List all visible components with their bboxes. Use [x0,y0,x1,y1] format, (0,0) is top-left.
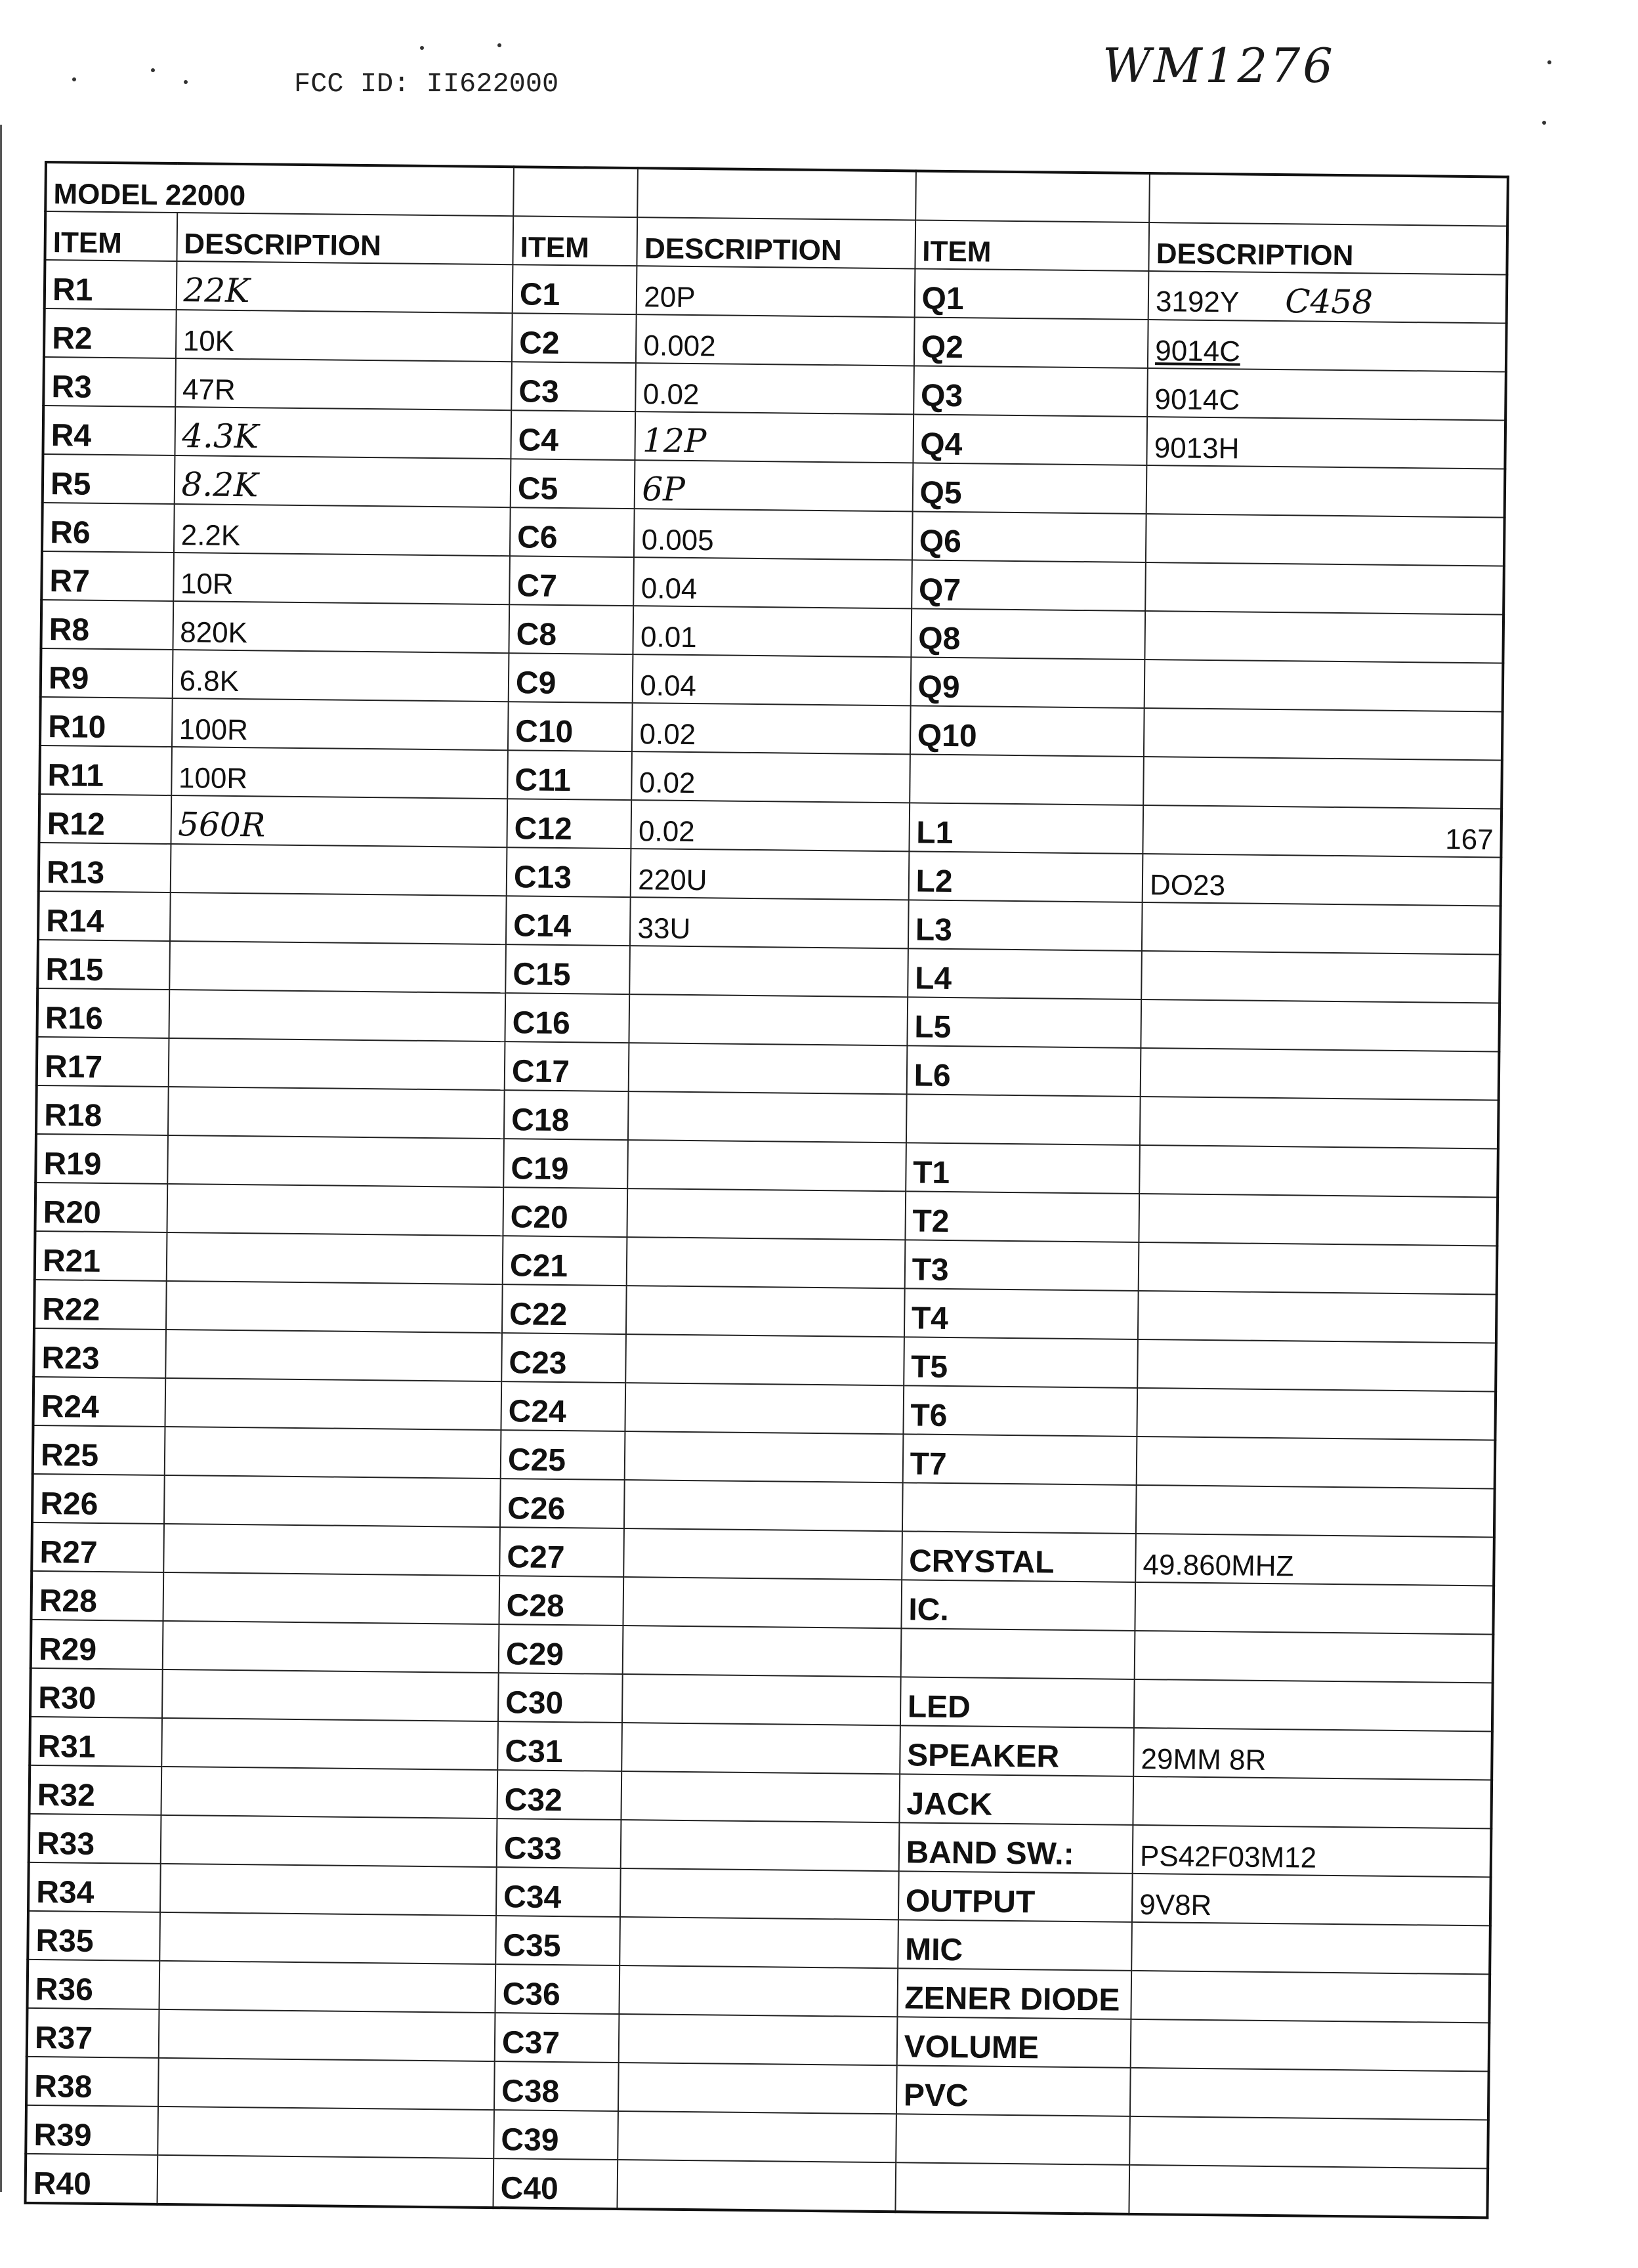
capacitor-item: C36 [495,1964,620,2014]
other-item: T6 [903,1385,1137,1437]
capacitor-description [626,1334,904,1385]
resistor-item: R8 [41,600,173,650]
resistor-description [169,941,506,993]
resistor-item: R11 [39,746,171,795]
capacitor-item: C14 [506,896,631,946]
capacitor-item: C30 [498,1673,623,1723]
resistor-item: R34 [28,1862,160,1912]
other-description [1137,1437,1496,1489]
capacitor-item: C23 [501,1333,626,1383]
capacitor-description [618,2111,896,2162]
resistor-description [167,1135,504,1187]
other-item: T4 [904,1288,1139,1339]
other-item: L4 [908,948,1142,999]
other-description [1131,1922,1490,1975]
resistor-item: R28 [31,1571,163,1621]
other-description [1146,465,1505,518]
scan-edge [0,125,2,2192]
other-description: 3192Y C458 [1148,271,1507,324]
other-item [895,2162,1129,2214]
other-item: T5 [904,1337,1138,1388]
capacitor-description [625,1431,903,1482]
capacitor-item: C27 [499,1527,624,1577]
resistor-item: R35 [28,1911,159,1961]
resistor-item: R2 [44,308,176,358]
handwritten-part-note: C458 [1284,282,1374,322]
scan-speck [1547,60,1551,64]
capacitor-description [621,1820,899,1871]
handwritten-note: WM1276 [1102,38,1335,93]
capacitor-item: C29 [499,1624,623,1674]
other-description [1131,1971,1490,2023]
resistor-description [167,1087,504,1139]
description-header: DESCRIPTION [1148,222,1507,275]
capacitor-description [622,1674,900,1725]
other-description: 9V8R [1132,1874,1491,1926]
scan-speck [151,68,155,72]
resistor-description [166,1232,503,1284]
other-item: Q2 [914,317,1148,368]
resistor-item: R29 [31,1620,163,1670]
other-description: PS42F03M12 [1133,1825,1492,1878]
resistor-description: 47R [175,358,512,410]
capacitor-description [625,1383,904,1434]
capacitor-description [620,1868,898,1920]
other-description [1140,1097,1499,1149]
other-description [1143,757,1502,809]
other-description [1139,1242,1498,1295]
capacitor-description: 0.01 [633,606,912,657]
capacitor-item: C1 [513,264,637,314]
resistor-item: R37 [27,2008,159,2058]
other-item: Q10 [910,705,1144,757]
resistor-description [165,1330,502,1381]
resistor-description: 2.2K [173,504,510,556]
capacitor-item: C33 [497,1818,621,1868]
model-title: MODEL 22000 [45,162,514,216]
other-description [1144,660,1503,712]
other-item: L6 [906,1045,1141,1097]
resistor-description [169,892,506,944]
resistor-description [162,1621,499,1673]
capacitor-description [618,2160,896,2212]
capacitor-item: C10 [508,702,633,751]
capacitor-description [620,1917,898,1968]
other-item: T3 [904,1240,1139,1291]
capacitor-description: 0.02 [631,800,910,851]
resistor-item: R16 [37,988,169,1038]
resistor-item: R19 [35,1134,167,1184]
resistor-item: R40 [25,2154,157,2204]
other-item: L3 [908,900,1143,951]
capacitor-item: C21 [503,1236,627,1286]
capacitor-description [623,1577,902,1628]
resistor-item: R24 [33,1377,165,1427]
other-description [1136,1485,1495,1538]
capacitor-item: C15 [505,944,630,994]
fcc-id-label: FCC ID: II622000 [294,68,559,100]
capacitor-description [627,1237,905,1288]
other-item: OUTPUT [898,1871,1133,1922]
other-item: PVC [896,2065,1131,2116]
resistor-description: 4.3K [175,407,511,459]
capacitor-description: 0.04 [633,654,911,705]
capacitor-item: C4 [511,410,635,460]
resistor-item: R20 [35,1183,167,1232]
capacitor-description [629,994,908,1045]
other-item: Q5 [912,463,1146,514]
empty-cell [915,171,1150,222]
other-description [1129,2165,1488,2218]
resistor-item: R7 [41,551,173,601]
resistor-item: R30 [30,1668,162,1718]
capacitor-item: C16 [505,993,629,1043]
capacitor-description [630,946,908,997]
other-description [1134,1679,1493,1732]
other-description [1135,1582,1494,1635]
resistor-description: 820K [173,601,509,653]
scan-speck [72,77,76,81]
capacitor-description: 0.04 [634,557,912,608]
capacitor-description: 220U [631,849,909,900]
other-item: L5 [907,997,1141,1048]
other-description [1141,951,1500,1003]
capacitor-description [618,2063,896,2114]
capacitor-item: C7 [509,556,634,606]
resistor-item: R39 [26,2105,158,2155]
resistor-description [161,1718,498,1770]
resistor-item: R36 [28,1960,159,2009]
resistor-item: R23 [33,1328,165,1378]
resistor-description [170,844,507,896]
other-item: Q6 [912,511,1146,562]
capacitor-item: C25 [501,1430,625,1480]
other-description [1146,514,1505,566]
resistor-description [164,1427,501,1479]
capacitor-description: 20P [637,266,915,317]
resistor-description [161,1767,497,1818]
resistor-description: 560R [171,795,507,847]
resistor-item: R12 [39,794,171,844]
resistor-item: R1 [45,260,177,310]
other-description [1139,1145,1498,1198]
other-description: 167 [1143,805,1502,858]
other-description [1137,1388,1496,1440]
other-item: SPEAKER [900,1725,1134,1776]
resistor-item: R4 [43,406,175,455]
resistor-item: R22 [34,1280,166,1330]
other-item: T7 [902,1434,1137,1485]
other-item: T1 [906,1143,1140,1194]
resistor-description [168,1038,505,1090]
capacitor-description: 12P [635,411,914,463]
resistor-description: 100R [171,747,508,799]
resistor-item: R21 [35,1231,167,1281]
other-item: LED [900,1677,1135,1728]
capacitor-description [627,1188,906,1240]
resistor-description [165,1378,501,1430]
resistor-item: R9 [41,648,173,698]
other-description [1145,562,1504,615]
other-item [900,1628,1135,1679]
capacitor-description: 33U [630,897,908,948]
other-description [1137,1339,1496,1392]
other-description: 9014C [1148,320,1507,372]
capacitor-description [622,1723,900,1774]
capacitor-item: C22 [502,1284,627,1334]
resistor-item: R5 [43,454,175,504]
scan-speck [420,46,424,50]
resistor-item: R33 [29,1814,161,1864]
capacitor-item: C2 [512,313,637,363]
other-description [1138,1291,1497,1343]
capacitor-description [620,1965,898,2017]
resistor-item: R14 [38,891,170,941]
resistor-item: R10 [40,697,172,747]
resistor-description [165,1281,502,1333]
resistor-item: R26 [32,1474,164,1524]
capacitor-description [619,2014,897,2065]
resistor-item: R32 [30,1765,161,1815]
capacitor-description: 0.02 [632,751,910,803]
resistor-description [158,2009,495,2061]
other-item: JACK [899,1774,1133,1825]
capacitor-item: C20 [503,1187,627,1237]
capacitor-description [621,1771,900,1822]
other-item: T2 [905,1191,1139,1242]
resistor-description [158,2058,495,2110]
capacitor-description: 6P [635,460,913,511]
other-item: CRYSTAL [902,1531,1136,1582]
capacitor-item: C8 [509,604,633,654]
resistor-description: 10R [173,553,510,604]
capacitor-description [624,1528,902,1580]
capacitor-item: C19 [503,1139,628,1188]
resistor-item: R31 [30,1717,161,1767]
capacitor-item: C12 [507,799,631,849]
scan-speck [497,43,501,47]
capacitor-item: C5 [511,459,635,509]
other-item: ZENER DIODE [897,1968,1131,2019]
resistor-description [159,1961,495,2013]
resistor-item: R17 [37,1037,169,1087]
parts-list-sheet [24,161,1509,2207]
parts-list-body [25,162,1507,2217]
capacitor-item: C13 [507,847,631,897]
capacitor-item: C11 [507,750,632,800]
resistor-item: R27 [32,1522,163,1572]
capacitor-description [628,1091,906,1143]
other-item: L2 [908,851,1143,902]
resistor-description [169,990,505,1041]
resistor-description [163,1572,499,1624]
other-description [1141,999,1500,1052]
resistor-description: 22K [176,261,513,313]
capacitor-description: 0.02 [632,703,910,754]
resistor-item: R25 [33,1425,165,1475]
capacitor-item: C6 [510,507,635,557]
resistor-description [163,1524,500,1576]
capacitor-description [629,1043,907,1094]
other-item: BAND SW.: [898,1822,1133,1874]
resistor-item: R38 [26,2057,158,2107]
other-item: Q9 [910,657,1144,708]
capacitor-description: 0.002 [636,314,914,366]
empty-cell [638,168,916,220]
other-description [1142,902,1501,955]
capacitor-item: C3 [511,362,636,411]
capacitor-item: C40 [493,2158,618,2209]
other-item: IC. [901,1580,1135,1631]
other-item: Q8 [911,608,1145,660]
capacitor-item: C9 [509,653,633,703]
other-description: 29MM 8R [1133,1728,1492,1780]
capacitor-item: C32 [497,1770,621,1820]
resistor-description [162,1670,499,1721]
capacitor-item: C18 [504,1090,629,1140]
capacitor-item: C24 [501,1381,625,1431]
other-description [1135,1631,1494,1683]
resistor-item: R13 [39,843,171,892]
resistor-description: 100R [171,698,508,750]
item-header: ITEM [513,216,637,266]
other-description [1133,1776,1492,1829]
capacitor-item: C31 [497,1721,622,1771]
capacitor-item: C28 [499,1576,623,1626]
other-item: Q1 [914,268,1148,320]
resistor-description: 10K [175,310,512,362]
scan-speck [184,80,188,84]
resistor-description: 6.8K [172,650,509,702]
resistor-description [164,1475,501,1527]
parts-list-table [24,161,1509,2219]
empty-cell [1149,173,1508,226]
resistor-item: R6 [42,503,174,553]
other-description [1130,2068,1489,2120]
other-description [1139,1194,1498,1246]
empty-cell [513,167,638,217]
description-header: DESCRIPTION [637,217,915,268]
capacitor-description: 0.02 [636,363,914,414]
capacitor-description [623,1626,901,1677]
item-header: ITEM [915,220,1149,271]
other-description [1144,708,1503,761]
capacitor-description [626,1286,904,1337]
capacitor-item: C17 [505,1041,629,1091]
other-description [1129,2116,1488,2169]
other-description: 9014C [1147,368,1506,421]
other-item: Q7 [912,560,1146,611]
other-item [906,1094,1141,1145]
other-item: VOLUME [896,2017,1131,2068]
resistor-description [160,1864,497,1916]
other-item: L1 [909,803,1143,854]
other-description: 9013H [1146,417,1505,469]
capacitor-item: C34 [496,1867,621,1917]
resistor-description [158,2107,494,2158]
other-description: 49.860MHZ [1135,1534,1494,1586]
capacitor-item: C38 [494,2061,619,2111]
capacitor-description [628,1140,906,1191]
capacitor-item: C37 [495,2013,620,2063]
other-item: MIC [898,1920,1132,1971]
other-item [902,1482,1137,1534]
resistor-description [159,1912,496,1964]
scan-speck [1542,121,1546,125]
other-description [1131,2019,1490,2072]
other-description: DO23 [1143,854,1502,906]
resistor-description [167,1184,503,1236]
item-header: ITEM [45,211,177,261]
capacitor-item: C39 [494,2110,618,2160]
resistor-item: R18 [36,1085,168,1135]
resistor-item: R15 [37,940,169,990]
capacitor-description [624,1480,902,1531]
other-item [896,2114,1130,2165]
capacitor-item: C26 [500,1479,625,1528]
resistor-description [157,2155,494,2208]
other-description [1145,611,1504,663]
description-header: DESCRIPTION [177,213,513,264]
other-item: Q3 [914,366,1148,417]
capacitor-item: C35 [495,1916,620,1965]
resistor-description [160,1815,497,1867]
other-description [1141,1048,1500,1101]
other-item [910,754,1144,805]
other-item: Q4 [913,414,1147,465]
resistor-description: 8.2K [174,455,511,507]
capacitor-description: 0.005 [634,509,912,560]
resistor-item: R3 [43,357,175,407]
